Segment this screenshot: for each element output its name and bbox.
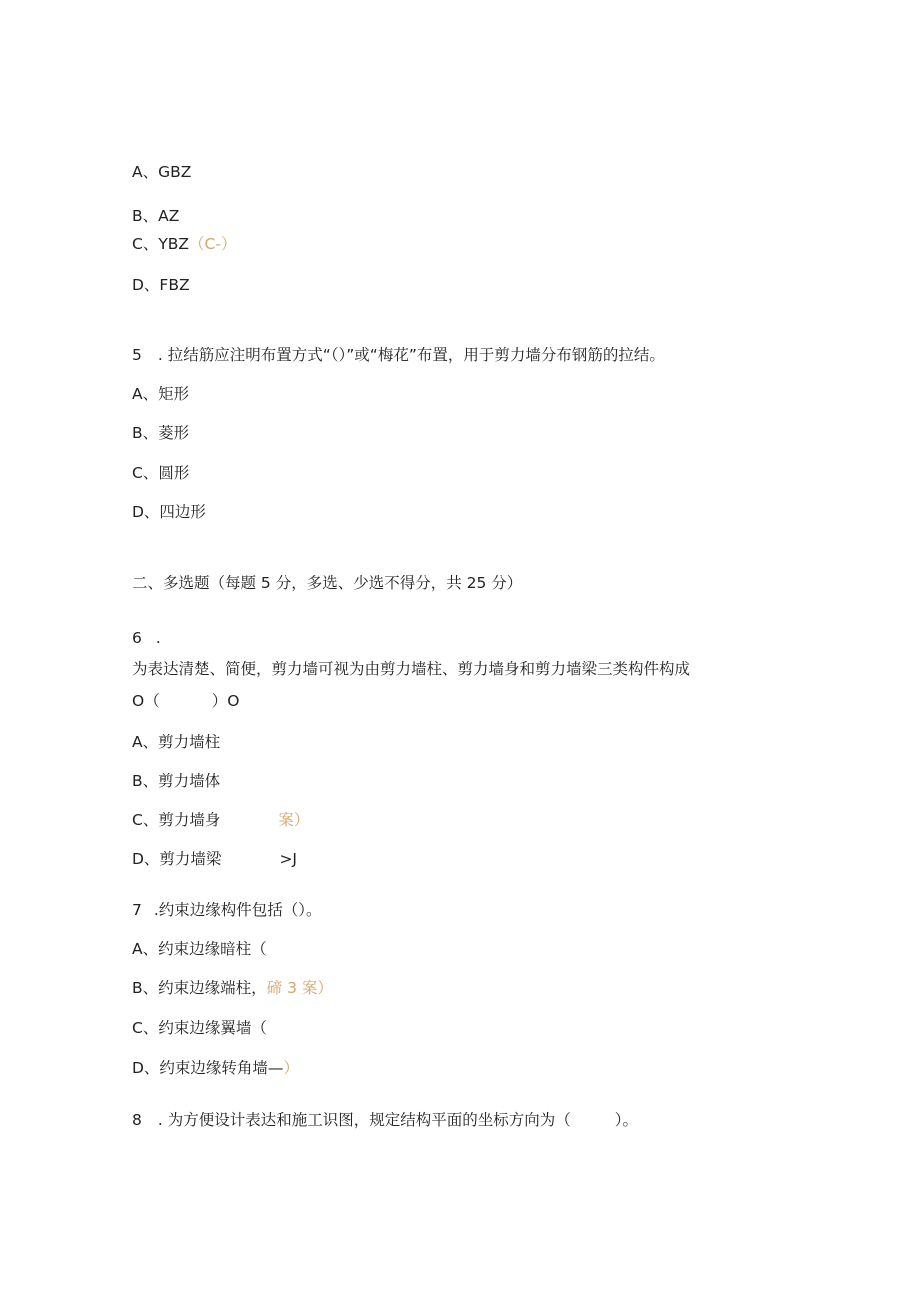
q6-option-c-text: C、剪力墙身	[132, 811, 221, 829]
q6-blank	[132, 691, 239, 711]
q6-blank-left: O（	[132, 692, 160, 710]
q6-number-line	[132, 628, 161, 648]
q6-option-d-text: D、剪力墙梁	[132, 850, 222, 868]
q6-dot: .	[155, 629, 161, 647]
q8-stem	[132, 1110, 638, 1130]
q6-option-d	[132, 849, 297, 869]
q6-option-b: B、剪力墙体	[132, 772, 221, 790]
q8-close: ）。	[614, 1111, 638, 1129]
q4-option-d: D、FBZ	[132, 276, 190, 294]
q8-number: 8	[132, 1111, 142, 1129]
q7-option-a: A、约束边缘暗柱（	[132, 940, 267, 958]
q7-option-c: C、约束边缘翼墙（	[132, 1019, 267, 1037]
q5-option-a: A、矩形	[132, 385, 190, 403]
section-heading: 二、多选题（每题 5 分，多选、少选不得分，共 25 分）	[132, 574, 523, 592]
q7-option-b	[132, 978, 333, 998]
q4-option-c-mark: （C-）	[189, 235, 237, 253]
q4-option-a: A、GBZ	[132, 163, 192, 181]
q5-text: . 拉结筋应注明布置方式“（）”或“梅花”布置，用于剪力墙分布钢筋的拉结。	[157, 346, 665, 364]
q7-stem	[132, 900, 322, 920]
q8-text: . 为方便设计表达和施工识图，规定结构平面的坐标方向为（	[157, 1111, 571, 1129]
q7-option-d	[132, 1058, 299, 1078]
q6-text: 为表达清楚、简便，剪力墙可视为由剪力墙柱、剪力墙身和剪力墙梁三类构件构成	[132, 660, 691, 678]
q7-option-d-mark: ）	[283, 1059, 299, 1077]
q5-option-d: D、四边形	[132, 503, 206, 521]
q6-option-a: A、剪力墙柱	[132, 733, 221, 751]
q6-option-c-mark: 案）	[278, 811, 310, 829]
q6-number: 6	[132, 629, 142, 647]
q7-option-b-mark: 碲 3 案）	[266, 979, 333, 997]
q4-option-c-text: C、YBZ	[132, 235, 190, 253]
q7-text: .约束边缘构件包括（）。	[153, 901, 322, 919]
q5-number: 5	[132, 346, 142, 364]
q4-option-c	[132, 234, 236, 254]
q5-option-c: C、圆形	[132, 464, 190, 482]
q4-option-b: B、AZ	[132, 207, 180, 225]
q6-option-d-mark: >J	[279, 850, 297, 868]
q5-stem	[132, 345, 665, 365]
q6-blank-right: ）O	[211, 692, 240, 710]
q7-option-d-text: D、约束边缘转角墙—	[132, 1059, 284, 1077]
q7-number: 7	[132, 901, 142, 919]
q6-option-c	[132, 810, 309, 830]
q5-option-b: B、菱形	[132, 424, 190, 442]
q7-option-b-text: B、约束边缘端柱，	[132, 979, 267, 997]
